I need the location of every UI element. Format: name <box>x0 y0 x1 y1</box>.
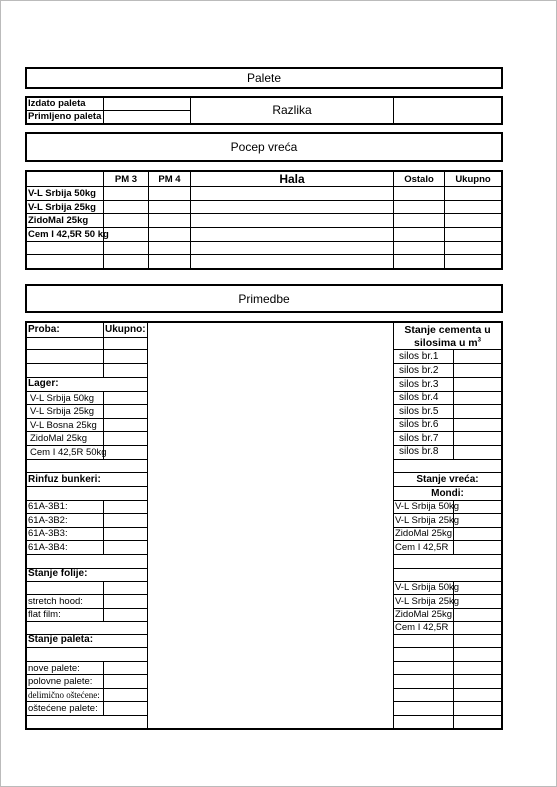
palete-header <box>25 67 503 89</box>
folije-item: stretch hood: <box>28 596 83 607</box>
bag-item: V-L Srbija 50kg <box>395 582 460 593</box>
lager-item: Cem I 42,5R 50kg <box>30 447 107 458</box>
silos-label: silos br.2 <box>399 365 439 376</box>
difference-label: Razlika <box>272 103 312 117</box>
silos-label: silos br.4 <box>399 392 439 403</box>
proba-label: Proba: <box>28 324 60 335</box>
pocep-header <box>25 132 503 162</box>
pocep-col-hala: Hala <box>279 172 305 186</box>
bag-item: V-L Srbija 25kg <box>395 596 460 607</box>
rinfuz-item: 61A-3B2: <box>28 515 68 526</box>
paleta-item: delimično oštećene: <box>28 690 100 700</box>
received-pallets-label: Primljeno paleta <box>28 111 102 122</box>
silos-label: silos br.3 <box>399 379 439 390</box>
bag-item: Cem I 42,5R <box>395 622 449 633</box>
ukupno-label: Ukupno: <box>105 324 146 335</box>
paleta-label: Stanje paleta: <box>28 634 94 645</box>
lager-label: Lager: <box>28 378 59 389</box>
pocep-col-pm3: PM 3 <box>114 174 138 185</box>
folije-label: Stanje folije: <box>28 568 88 579</box>
lager-item: V-L Bosna 25kg <box>30 420 97 431</box>
paleta-item: polovne palete: <box>28 676 93 687</box>
primedbe-title: Primedbe <box>238 291 290 306</box>
rinfuz-item: 61A-3B1: <box>28 501 68 512</box>
pocep-col-ukupno: Ukupno <box>455 174 491 185</box>
cement-title: Stanje cementa u <box>404 324 491 336</box>
silos-label: silos br.1 <box>399 351 439 362</box>
rinfuz-item: 61A-3B3: <box>28 528 68 539</box>
mondi-item: Cem I 42,5R <box>395 542 449 553</box>
bag-item: ZidoMal 25kg <box>395 609 453 620</box>
silos-label: silos br.6 <box>399 419 439 430</box>
pocep-row-label: ZidoMal 25kg <box>28 215 89 226</box>
pocep-row-label: Cem I 42,5R 50 kg <box>28 229 109 240</box>
cement-subtitle: silosima u $m^3$ <box>414 337 481 349</box>
mondi-item: V-L Srbija 25kg <box>395 515 460 526</box>
mondi-item: V-L Srbija 50kg <box>395 501 460 512</box>
issued-pallets-label: Izdato paleta <box>28 98 86 109</box>
pocep-row-label: V-L Srbija 50kg <box>28 188 96 199</box>
pocep-row-label: V-L Srbija 25kg <box>28 202 96 213</box>
lager-item: V-L Srbija 50kg <box>30 393 95 404</box>
silos-label: silos br.7 <box>399 433 439 444</box>
rinfuz-item: 61A-3B4: <box>28 542 68 553</box>
folije-item: flat film: <box>28 609 61 620</box>
rinfuz-label: Rinfuz bunkeri: <box>28 474 101 485</box>
paleta-item: nove palete: <box>28 663 80 674</box>
pocep-title: Pocep vreća <box>230 140 298 154</box>
palete-title: Palete <box>246 71 282 85</box>
silos-label: silos br.5 <box>399 406 439 417</box>
mondi-title: Mondi: <box>431 488 464 499</box>
mondi-item: ZidoMal 25kg <box>395 528 453 539</box>
pocep-col-ostalo: Ostalo <box>404 174 434 185</box>
vreca-title: Stanje vreća: <box>416 474 479 485</box>
silos-label: silos br.8 <box>399 446 439 457</box>
paleta-item: oštećene palete: <box>28 703 98 714</box>
lager-item: V-L Srbija 25kg <box>30 406 95 417</box>
pocep-col-pm4: PM 4 <box>158 174 181 185</box>
lager-item: ZidoMal 25kg <box>30 433 88 444</box>
primedbe-header <box>25 284 503 313</box>
